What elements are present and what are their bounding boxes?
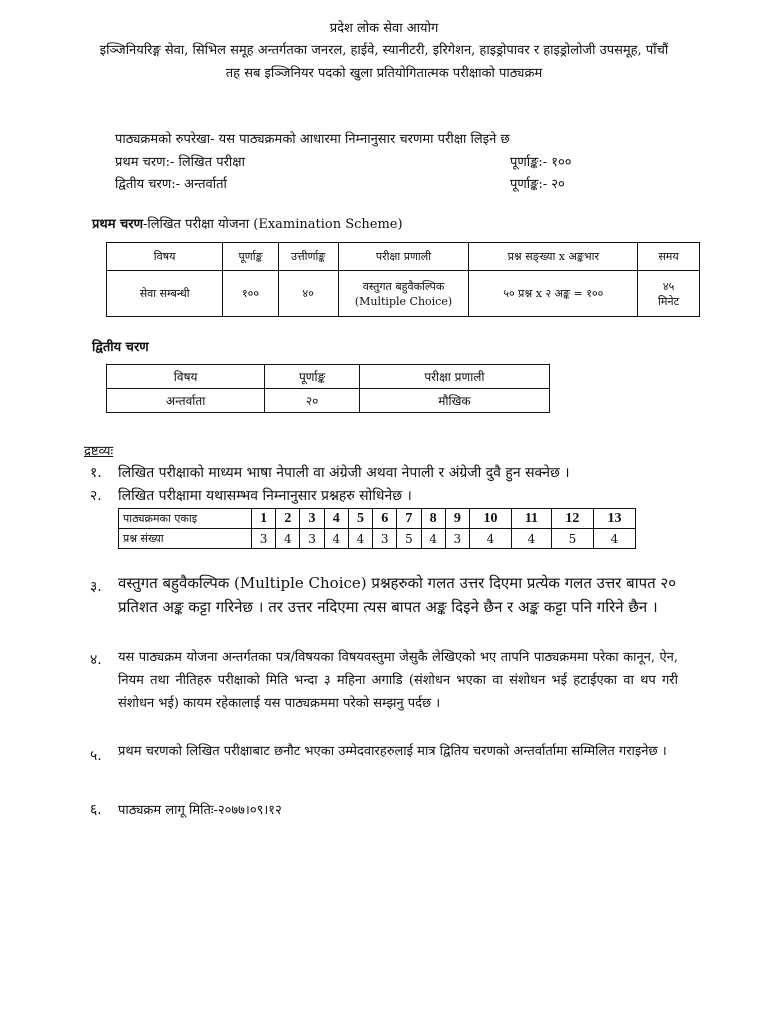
count-10: 4: [469, 529, 511, 549]
note-3-text: वस्तुगत बहुवैकल्पिक (Multiple Choice) प्रश्नहरुको गलत उत्तर दिएमा प्रत्येक गलत उत्तर बापत २० प्रतिशत अङ्क कट्टा गरिनेछ । तर उत्तर नदिएमा त्यस बापत अङ्क दिइने छैन र अङ्क कट्टा पनि गरिने छैन ।: [118, 574, 677, 616]
note-5-number: ५.: [90, 748, 102, 764]
col-time: समय: [638, 243, 700, 271]
note-2-text: लिखित परीक्षामा यथासम्भव निम्नानुसार प्रश्नहरु सोधिनेछ ।: [118, 488, 412, 504]
cell-time: [638, 271, 700, 317]
unit-11: 11: [512, 509, 552, 529]
unit-8: 8: [421, 509, 445, 529]
col-full-marks: पूर्णाङ्क: [223, 243, 279, 271]
unit-3: 3: [300, 509, 324, 529]
interview-col-method: परीक्षा प्रणाली: [359, 365, 549, 389]
time-line-1: ४५: [662, 279, 675, 293]
exam-scheme-table: [106, 242, 700, 317]
unit-13: 13: [593, 509, 635, 529]
exam-scheme-header-row: [107, 243, 700, 271]
cell-full-marks: १००: [223, 271, 279, 317]
outline-intro: पाठ्यक्रमको रुपरेखा- यस पाठ्यक्रमको आधारमा निम्नानुसार चरणमा परीक्षा लिइने छ: [115, 132, 510, 147]
interview-data-row: [107, 389, 550, 413]
cell-question-count: ५० प्रश्न x २ अङ्क = १००: [469, 271, 638, 317]
unit-5: 5: [348, 509, 372, 529]
count-4: 4: [324, 529, 348, 549]
interview-table: [106, 364, 550, 413]
count-7: 5: [397, 529, 421, 549]
note-1-text: लिखित परीक्षाको माध्यम भाषा नेपाली वा अंग्रेजी अथवा नेपाली र अंग्रेजी दुवै हुन सक्नेछ ।: [118, 465, 570, 481]
unit-7: 7: [397, 509, 421, 529]
note-4-number: ४.: [90, 652, 102, 668]
interview-col-subject: विषय: [107, 365, 265, 389]
note-5-text: प्रथम चरणको लिखित परीक्षाबाट छनौट भएका उम्मेदवारहरुलाई मात्र द्वितिय चरणको अन्तर्वार्तामा सम्मिलित गराइनेछ ।: [118, 744, 667, 759]
count-5: 4: [348, 529, 372, 549]
count-12: 5: [551, 529, 593, 549]
count-3: 3: [300, 529, 324, 549]
unit-1: 1: [252, 509, 276, 529]
notes-heading: द्रष्टव्यः: [84, 444, 114, 459]
unit-12: 12: [551, 509, 593, 529]
note-2-number: २.: [90, 488, 102, 504]
unit-row: [119, 509, 636, 529]
first-stage-heading-rest: -लिखित परीक्षा योजना (Examination Scheme): [142, 217, 403, 232]
unit-4: 4: [324, 509, 348, 529]
method-line-2: (Multiple Choice): [354, 294, 453, 308]
note-6-number: ६.: [90, 802, 102, 818]
unit-9: 9: [445, 509, 469, 529]
stage2-label: द्वितीय चरण:- अन्तर्वार्ता: [115, 177, 227, 192]
stage1-label: प्रथम चरण:- लिखित परीक्षा: [115, 155, 245, 170]
interview-cell-method: मौखिक: [359, 389, 549, 413]
interview-cell-marks: २०: [265, 389, 360, 413]
first-stage-heading: [92, 214, 403, 232]
cell-subject: सेवा सम्बन्धी: [107, 271, 223, 317]
header-line-3: तह सब इञ्जिनियर पदको खुला प्रतियोगितात्मक परीक्षाको पाठ्यक्रम: [225, 66, 543, 81]
unit-row-label: पाठ्यक्रमका एकाइ: [119, 509, 252, 529]
unit-10: 10: [469, 509, 511, 529]
note-6-text: पाठ्यक्रम लागू मितिः-२०७७।०९।१२: [118, 803, 282, 818]
col-question-count: प्रश्न सङ्ख्या x अङ्कभार: [469, 243, 638, 271]
header-line-2: इञ्जिनियरिङ्ग सेवा, सिभिल समूह अन्तर्गतका जनरल, हाईवे, स्यानीटरी, इरिगेशन, हाइड्रोपावर र हाइड्रोलोजी उपसमूह, पाँचौं: [99, 43, 669, 58]
count-9: 3: [445, 529, 469, 549]
count-1: 3: [252, 529, 276, 549]
interview-cell-subject: अन्तर्वाता: [107, 389, 265, 413]
cell-exam-method: [338, 271, 469, 317]
second-stage-heading: द्वितीय चरण: [92, 340, 149, 355]
count-row: [119, 529, 636, 549]
count-13: 4: [593, 529, 635, 549]
unit-2: 2: [276, 509, 300, 529]
stage2-marks: पूर्णाङ्क:- २०: [510, 177, 565, 192]
note-3-number: ३.: [90, 579, 102, 595]
col-exam-method: परीक्षा प्रणाली: [338, 243, 469, 271]
count-8: 4: [421, 529, 445, 549]
interview-col-marks: पूर्णाङ्क: [265, 365, 360, 389]
method-line-1: वस्तुगत बहुवैकल्पिक: [362, 279, 445, 293]
unit-6: 6: [373, 509, 397, 529]
header-line-1: प्रदेश लोक सेवा आयोग: [329, 21, 439, 36]
count-11: 4: [512, 529, 552, 549]
col-subject: विषय: [107, 243, 223, 271]
interview-header-row: [107, 365, 550, 389]
time-line-2: मिनेट: [658, 294, 680, 308]
unit-question-table: [118, 508, 636, 549]
count-6: 3: [373, 529, 397, 549]
first-stage-heading-bold: प्रथम चरण: [92, 217, 143, 232]
stage1-marks: पूर्णाङ्क:- १००: [510, 155, 572, 170]
cell-pass-marks: ४०: [278, 271, 338, 317]
col-pass-marks: उत्तीर्णाङ्क: [278, 243, 338, 271]
exam-scheme-data-row: [107, 271, 700, 317]
note-4-text: यस पाठ्यक्रम योजना अन्तर्गतका पत्र/विषयका विषयवस्तुमा जेसुकै लेखिएको भए तापनि पाठ्यक्रममा परेका कानून, ऐन, नियम तथा नीतिहरु परीक्षाको मिति भन्दा ३ महिना अगाडि (संशोधन भएका वा संशोधन भई हटाईएका वा थप गरी संशोधन भई) कायम रहेकालाई यस पाठ्यक्रममा परेको सम्झनु पर्दछ ।: [118, 650, 678, 711]
count-2: 4: [276, 529, 300, 549]
count-row-label: प्रश्न संख्या: [119, 529, 252, 549]
note-1-number: १.: [90, 465, 102, 481]
